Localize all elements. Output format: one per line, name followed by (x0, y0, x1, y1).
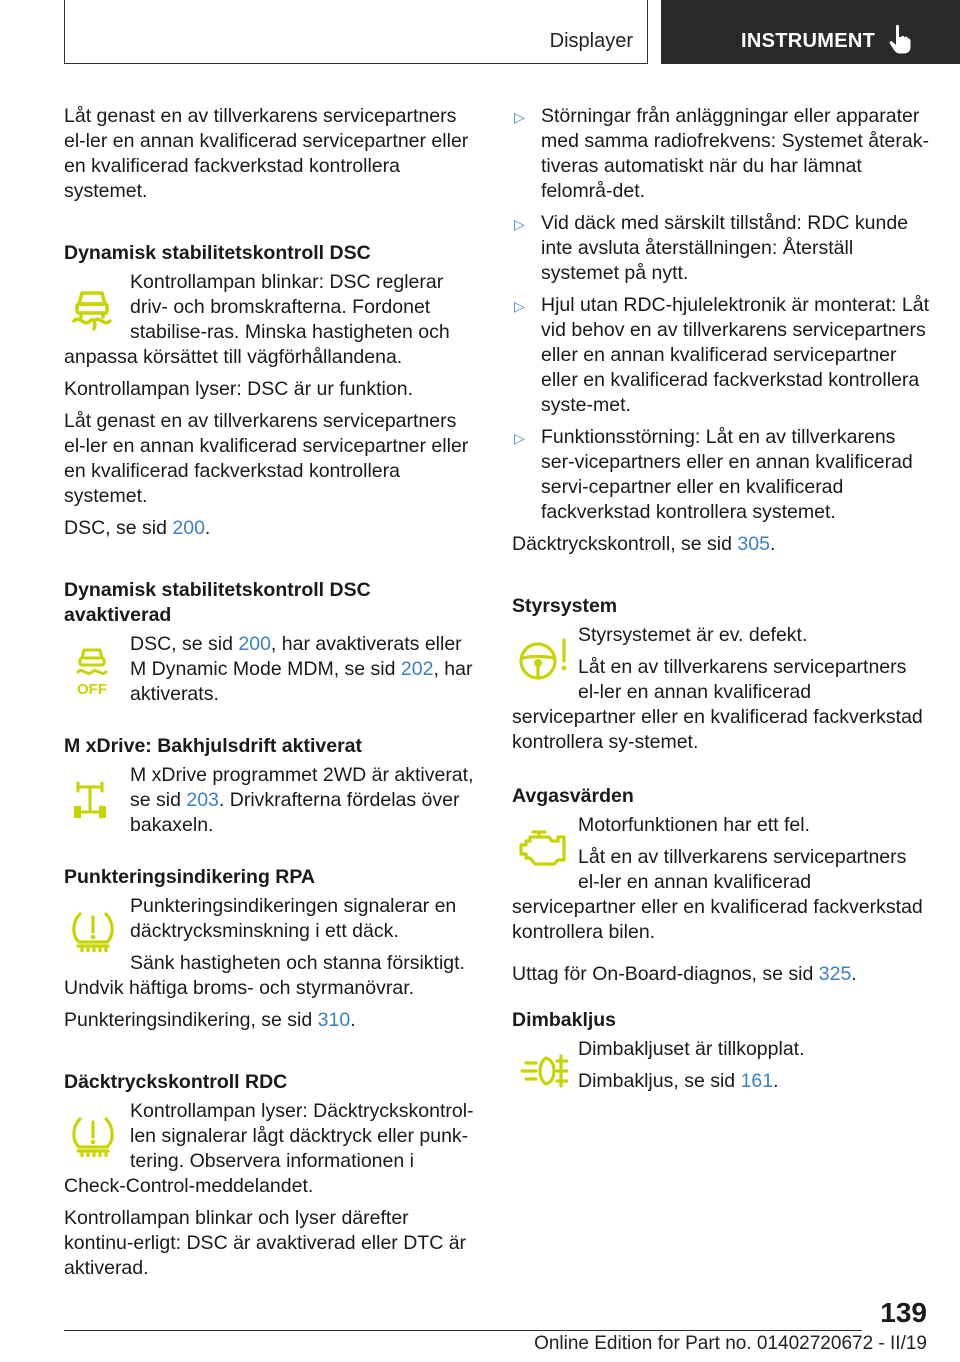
obd-page-link[interactable]: 325 (818, 963, 852, 985)
xdrive-icon-wrap (64, 763, 122, 838)
dsc-heading: Dynamisk stabilitetskontroll DSC (64, 242, 371, 264)
dsc-service-text: Låt genast en av tillverkarens servicepartners el-ler en annan kvalificerad servicepartner eller en kvalificerad fackverkstad kontrollera systemet. (64, 410, 469, 507)
xdrive-text: M xDrive programmet 2WD är aktiverat, se sid 203. Drivkrafterna fördelas över bakaxeln. (130, 764, 474, 836)
triangle-bullet-icon: ▷ (514, 216, 525, 232)
dsc-blink-text: Kontrollampan blinkar: DSC reglerar driv- och bromskrafterna. Fordonet stabilise-ras. Minska hastigheten och anpassa körsättet till vägförhållandena. (64, 271, 450, 368)
fog-text: Dimbakljuset är tillkopplat. (578, 1038, 805, 1060)
list-item: ▷ Funktionsstörning: Låt en av tillverkarens ser-vicepartners eller en annan kvalificerad servi-cepartner eller en kvalificerad fackverkstad kontrollera systemet. (514, 426, 913, 523)
rdc-page-link[interactable]: 305 (737, 533, 770, 555)
intro-paragraph: Låt genast en av tillverkarens servicepartners el-ler en annan kvalificerad servicepartner eller en kvalificerad fackverkstad kontrollera systemet. (64, 105, 469, 202)
edition-note: Online Edition for Part no. 01402720672 - II/19 (534, 1333, 927, 1354)
dsc-reference: DSC, se sid 200. (64, 517, 211, 539)
axle-drive-icon (70, 777, 110, 821)
header-chapter-tab (661, 0, 960, 64)
tire-pressure-warning-icon (70, 908, 116, 952)
list-item: ▷ Hjul utan RDC-hjulelektronik är monterat: Låt vid behov en av tillverkarens servicepartners eller en annan kvalificerad servicepartner eller en kvalificerad fackverkstad kontrollera syste-met. (514, 294, 930, 416)
rdc-heading: Däcktryckskontroll RDC (64, 1071, 288, 1093)
obd-reference: Uttag för On-Board-diagnos, se sid 325. (512, 963, 857, 985)
pointing-hand-icon (889, 24, 911, 54)
svg-text:OFF: OFF (77, 681, 107, 698)
rpa-icon-wrap (64, 894, 122, 954)
tire-pressure-icon (70, 1113, 116, 1157)
steering-icon-wrap (512, 623, 570, 683)
rpa-text-2: Sänk hastigheten och stanna försiktigt. Undvik häftiga broms- och styrmanövrar. (64, 952, 465, 999)
dsc-off-page-link-1[interactable]: 200 (238, 633, 271, 655)
steering-wheel-warning-icon (518, 637, 570, 681)
dsc-off-icon (70, 646, 114, 698)
header-chapter-label: INSTRUMENT (741, 30, 876, 52)
emission-text-2: Låt en av tillverkarens servicepartners el-ler en annan kvalificerad servicepartner eller en kvalificerad fackverkstad kontrollera bilen. (512, 846, 923, 943)
list-item: ▷ Störningar från anläggningar eller apparater med samma radiofrekvens: Systemet återak-tiveras automatiskt när du har lämnat felområ-det. (514, 105, 929, 202)
dsc-off-icon-wrap (64, 632, 122, 707)
dsc-off-heading: Dynamisk stabilitetskontroll DSC avaktiverad (64, 579, 371, 626)
dsc-page-link[interactable]: 200 (172, 517, 205, 539)
dsc-off-text: DSC, se sid 200, har avaktiverats eller M Dynamic Mode MDM, se sid 202, har aktiverats. (130, 633, 473, 705)
rear-fog-light-icon (518, 1051, 568, 1091)
list-item: ▷ Vid däck med särskilt tillstånd: RDC kunde inte avsluta återställningen: Återställ systemet på nytt. (514, 212, 909, 284)
dsc-lit-text: Kontrollampan lyser: DSC är ur funktion. (64, 378, 413, 400)
rdc-text-1: Kontrollampan lyser: Däcktryckskontrol-len signalerar lågt däcktryck eller punk-tering. Observera informationen i Check-Control-meddelandet. (64, 1100, 474, 1197)
rpa-reference: Punkteringsindikering, se sid 310. (64, 1009, 356, 1031)
footer-divider (64, 1330, 862, 1331)
rdc-fault-list (512, 104, 930, 525)
xdrive-heading: M xDrive: Bakhjulsdrift aktiverat (64, 735, 363, 757)
xdrive-page-link[interactable]: 203 (186, 789, 219, 811)
page-number: 139 (880, 1297, 927, 1328)
right-column (512, 104, 930, 1101)
dsc-icon-wrap (64, 270, 122, 345)
rdc-text-2: Kontrollampan blinkar och lyser därefter kontinu-erligt: DSC är avaktiverad eller DTC är aktiverad. (64, 1207, 467, 1279)
emission-heading: Avgasvärden (512, 785, 634, 807)
rpa-page-link[interactable]: 310 (317, 1009, 351, 1031)
left-column (64, 104, 476, 1288)
steering-text-1: Styrsystemet är ev. defekt. (578, 624, 808, 646)
emission-text-1: Motorfunktionen har ett fel. (578, 814, 810, 836)
rdc-reference: Däcktryckskontroll, se sid 305. (512, 533, 776, 555)
header-section-label: Displayer (549, 30, 633, 52)
fog-reference: Dimbakljus, se sid 161. (578, 1070, 779, 1092)
fog-heading: Dimbakljus (512, 1009, 617, 1031)
dsc-skid-icon (70, 284, 114, 332)
rpa-heading: Punkteringsindikering RPA (64, 866, 316, 888)
steering-text-2: Låt en av tillverkarens servicepartners el-ler en annan kvalificerad servicepartner eller en kvalificerad fackverkstad kontrollera sy-stemet. (512, 656, 923, 753)
engine-check-icon (518, 827, 568, 867)
dsc-off-page-link-2[interactable]: 202 (400, 658, 434, 680)
rdc-icon-wrap (64, 1099, 122, 1174)
triangle-bullet-icon: ▷ (514, 430, 525, 446)
emission-icon-wrap (512, 813, 570, 873)
triangle-bullet-icon: ▷ (514, 109, 525, 125)
triangle-bullet-icon: ▷ (514, 298, 525, 314)
steering-heading: Styrsystem (512, 595, 618, 617)
fog-page-link[interactable]: 161 (740, 1070, 774, 1092)
header-section-tab (64, 0, 648, 64)
fog-icon-wrap (512, 1037, 570, 1097)
rpa-text-1: Punkteringsindikeringen signalerar en däcktrycksminskning i ett däck. (130, 895, 457, 942)
